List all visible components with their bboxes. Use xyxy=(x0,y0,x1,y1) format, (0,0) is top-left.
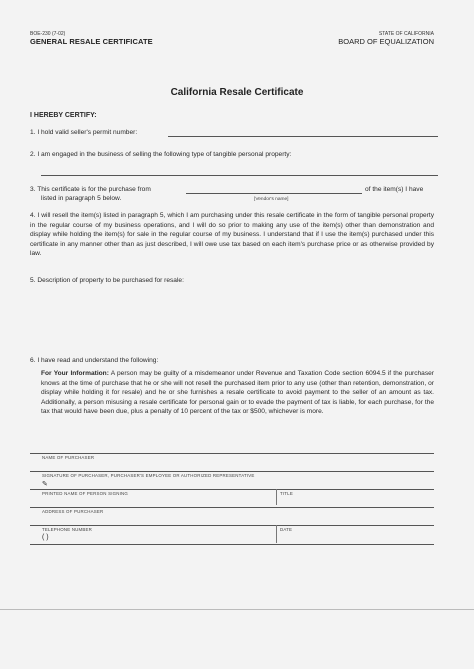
form-identifier xyxy=(30,31,153,46)
page-bottom-edge xyxy=(0,609,474,610)
fyi-label: For Your Information: xyxy=(41,370,109,377)
name-of-purchaser-label: NAME OF PURCHASER xyxy=(42,455,95,460)
form-code: BOE-230 (7-02) xyxy=(30,31,66,37)
address-label: ADDRESS OF PURCHASER xyxy=(42,509,104,514)
fyi-paragraph xyxy=(41,369,434,417)
fyi-text: A person may be guilty of a misdemeanor under Revenue and Taxation Code section 6094.5 if the purchaser knows at the time of purchase that he or she will not resell the purchased item prior to any use (other than retention, demonstration, or display while holding it for resale) and he or she furnishes a resale certificate to avoid payment to the seller of an amount as tax. Additionally, a person misusing a resale certificate for personal gain or to evade the payment of tax is liable, for each purchase, for the tax that would have been due, plus a penalty of 10 percent of the tax or $500, whichever is more. xyxy=(41,370,434,416)
item-3-text: 3. This certificate is for the purchase from xyxy=(30,186,151,193)
item-2-text: 2. I am engaged in the business of selling the following type of tangible personal property: xyxy=(30,151,292,158)
item-5-text: 5. Description of property to be purchased for resale: xyxy=(30,277,184,284)
printed-name-label: PRINTED NAME OF PERSON SIGNING xyxy=(42,491,129,496)
vendor-name-field[interactable] xyxy=(186,193,362,194)
state-label: STATE OF CALIFORNIA xyxy=(378,31,434,37)
item-3-suffix: of the item(s) I have xyxy=(365,186,424,193)
sellers-permit-field[interactable] xyxy=(168,136,438,137)
vendor-name-caption: [Vendor's name] xyxy=(254,197,289,202)
signature-block-bottom-rule xyxy=(30,544,434,545)
signature-label: SIGNATURE OF PURCHASER, PURCHASER'S EMPLOYEE OR AUTHORIZED REPRESENTATIVE xyxy=(42,473,255,478)
certify-heading: I HEREBY CERTIFY: xyxy=(30,112,97,119)
item-3-continuation: listed in paragraph 5 below. xyxy=(41,195,122,202)
date-divider xyxy=(276,525,277,543)
agency-name: BOARD OF EQUALIZATION xyxy=(338,37,434,46)
signature-pen-icon: ✎ xyxy=(42,481,48,488)
signature-field[interactable] xyxy=(30,471,434,472)
title-divider xyxy=(276,489,277,505)
name-of-purchaser-field[interactable] xyxy=(30,453,434,454)
item-1-text: 1. I hold valid seller's permit number: xyxy=(30,129,138,136)
date-label: DATE xyxy=(280,527,293,532)
item-4-text: 4. I will resell the item(s) listed in paragraph 5, which I am purchasing under this resale certificate in the form of tangible personal property in the regular course of my business operations, and I will do so prior to making any use of the item(s) other than demonstration and display while holding the item(s) for sale in the regular course of my business. I understand that if I use the item(s) purchased under this certificate in any manner other than as just described, I will owe use tax based on each item's purchase price or as otherwise provided by law. xyxy=(30,212,434,258)
telephone-date-rule xyxy=(30,525,434,526)
agency-identifier xyxy=(338,31,434,46)
title-label: TITLE xyxy=(280,491,293,496)
date-field[interactable] xyxy=(280,533,430,543)
property-type-field[interactable] xyxy=(41,175,438,176)
telephone-label: TELEPHONE NUMBER xyxy=(42,527,93,532)
address-field[interactable] xyxy=(30,507,434,508)
page-title: California Resale Certificate xyxy=(170,87,304,98)
form-name: GENERAL RESALE CERTIFICATE xyxy=(30,37,153,46)
property-description-area[interactable] xyxy=(222,276,438,346)
telephone-field[interactable]: ( ) xyxy=(42,534,49,541)
item-6-text: 6. I have read and understand the following: xyxy=(30,357,159,364)
printed-name-field[interactable] xyxy=(30,489,434,490)
